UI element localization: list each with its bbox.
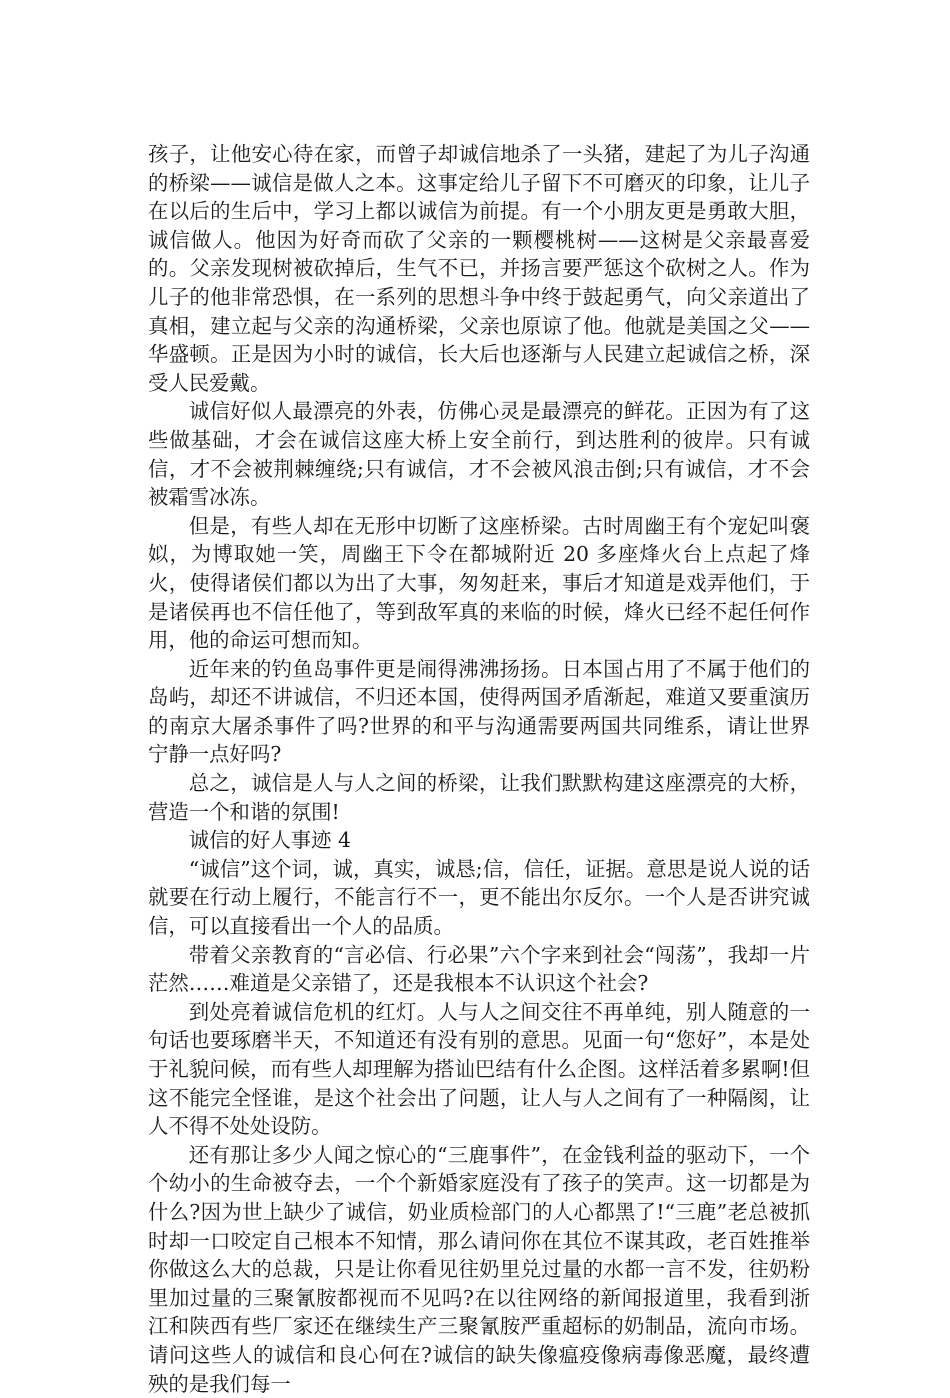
document-body — [148, 140, 810, 1398]
paragraph: 但是，有些人却在无形中切断了这座桥梁。古时周幽王有个宠妃叫褒姒，为博取她一笑，周幽王下令在都城附近 20 多座烽火台上点起了烽火，使得诸侯们都以为出了大事，匆匆赶来，事后才知道是戏弄他们，于是诸侯再也不信任他了，等到敌军真的来临的时候，烽火已经不起任何作用，他的命运可想而知。 — [148, 513, 810, 653]
paragraph: 诚信好似人最漂亮的外表，仿佛心灵是最漂亮的鲜花。正因为有了这些做基础，才会在诚信这座大桥上安全前行，到达胜利的彼岸。只有诚信，才不会被荆棘缠绕;只有诚信，才不会被风浪击倒;只有诚信，才不会被霜雪冰冻。 — [148, 399, 810, 510]
paragraph: 带着父亲教育的“言必信、行必果”六个字来到社会“闯荡”，我却一片茫然……难道是父亲错了，还是我根本不认识这个社会? — [148, 942, 810, 996]
paragraph: “诚信”这个词，诚，真实，诚恳;信，信任，证据。意思是说人说的话就要在行动上履行，不能言行不一，更不能出尔反尔。一个人是否讲究诚信，可以直接看出一个人的品质。 — [148, 856, 810, 939]
paragraph: 总之，诚信是人与人之间的桥梁，让我们默默构建这座漂亮的大桥，营造一个和谐的氛围! — [148, 771, 810, 824]
paragraph: 到处亮着诚信危机的红灯。人与人之间交往不再单纯，别人随意的一句话也要琢磨半天，不知道还有没有别的意思。见面一句“您好”，本是处于礼貌问候，而有些人却理解为搭讪巴结有什么企图。这样活着多累啊!但这不能完全怪谁，是这个社会出了问题，让人与人之间有了一种隔阂，让人不得不处处设防。 — [148, 999, 810, 1139]
paragraph-continued: 孩子，让他安心待在家，而曾子却诚信地杀了一头猪，建起了为儿子沟通的桥梁——诚信是做人之本。这事定给儿子留下不可磨灭的印象，让儿子在以后的生后中，学习上都以诚信为前提。有一个小朋友更是勇敢大胆，诚信做人。他因为好奇而砍了父亲的一颗樱桃树——这树是父亲最喜爱的。父亲发现树被砍掉后，生气不已，并扬言要严惩这个砍树之人。作为儿子的他非常恐惧，在一系列的思想斗争中终于鼓起勇气，向父亲道出了真相，建立起与父亲的沟通桥梁，父亲也原谅了他。他就是美国之父——华盛顿。正是因为小时的诚信，长大后也逐渐与人民建立起诚信之桥，深受人民爱戴。 — [148, 142, 810, 395]
paragraph: 近年来的钓鱼岛事件更是闹得沸沸扬扬。日本国占用了不属于他们的岛屿，却还不讲诚信，不归还本国，使得两国矛盾渐起，难道又要重演历的南京大屠杀事件了吗?世界的和平与沟通需要两国共同维系，请让世界宁静一点好吗? — [148, 656, 810, 767]
paragraph: 还有那让多少人闻之惊心的“三鹿事件”，在金钱利益的驱动下，一个个幼小的生命被夺去，一个个新婚家庭没有了孩子的笑声。这一切都是为什么?因为世上缺少了诚信，奶业质检部门的人心都黑了!“三鹿”老总被抓时却一口咬定自己根本不知情，那么请问你在其位不谋其政，老百姓推举你做这么大的总裁，只是让你看见往奶里兑过量的水都一言不发，往奶粉里加过量的三聚氰胺都视而不见吗?在以往网络的新闻报道里，我看到浙江和陕西有些厂家还在继续生产三聚氰胺严重超标的奶制品，流向市场。请问这些人的诚信和良心何在?诚信的缺失像瘟疫像病毒像恶魔，最终遭殃的是我们每一 — [148, 1142, 810, 1396]
section-heading: 诚信的好人事迹 4 — [188, 828, 351, 853]
